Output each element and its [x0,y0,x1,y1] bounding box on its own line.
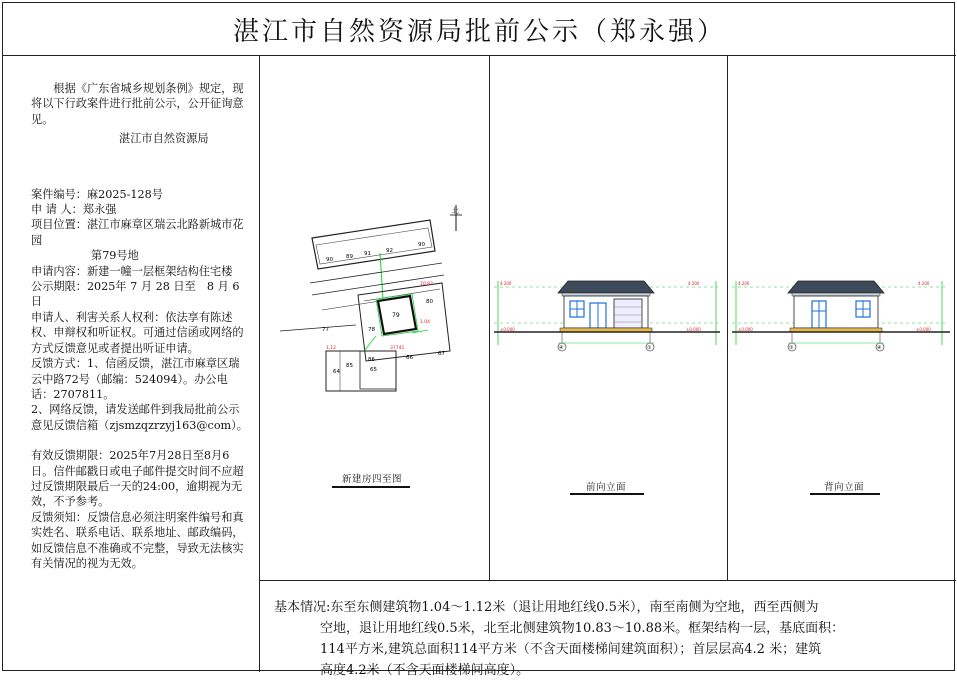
front-elevation-caption: 前向立面 [586,482,627,493]
notice-period: 公示期限：2025年 7 月 28 日至 8 月 6 日 [31,280,240,309]
svg-text:37741: 37741 [390,346,405,351]
back-elevation-caption: 背向立面 [824,482,865,493]
issuer-text: 湛江市自然资源局 [119,132,209,146]
svg-text:79: 79 [392,312,400,319]
svg-text:4.200: 4.200 [738,281,750,286]
back-elevation-panel [728,55,956,580]
front-elevation-drawing [490,55,726,580]
svg-text:67: 67 [438,351,445,357]
back-elevation-drawing [728,55,954,580]
svg-text:1.12: 1.12 [326,346,337,351]
svg-text:78: 78 [368,327,375,333]
svg-text:66: 66 [406,355,413,361]
basic-info-line-1: 东至东侧建筑物1.04～1.12米（退让用地红线0.5米），南至南侧为空地，西至西侧为 [330,600,819,615]
svg-text:85: 85 [346,363,353,369]
basic-info-section [260,580,956,678]
svg-text:4.200: 4.200 [688,281,700,286]
site-plan-panel [260,55,490,580]
case-number: 案件编号：麻2025-128号 [31,187,163,201]
svg-text:92: 92 [386,248,393,254]
svg-text:4.200: 4.200 [918,281,930,286]
page-title: 湛江市自然资源局批前公示（郑永强） [3,3,956,56]
svg-text:±0.000: ±0.000 [738,327,753,332]
valid-feedback-period: 有效反馈期限：2025年7月28日至8月6日。信件邮戳日或电子邮件提交时间不应超过反馈期限最后一天的24:00，逾期视为无效，不予参考。 [31,449,244,509]
svg-text:④: ④ [877,345,882,351]
svg-text:①: ① [647,345,652,351]
caption-underline [570,493,644,495]
svg-text:89: 89 [346,254,353,260]
svg-text:64: 64 [333,369,340,375]
application-content: 申请内容：新建一幢一层框架结构住宅楼 [31,264,233,278]
basic-info-line-4: 高度4.2米（不含天面楼梯间高度）。 [320,663,530,678]
site-plan-caption: 新建房四至图 [342,474,403,485]
svg-text:±0.000: ±0.000 [916,327,931,332]
caption-underline [332,486,410,488]
svg-text:±0.000: ±0.000 [500,327,515,332]
rights-text: 申请人、利害关系人权利：依法享有陈述权、申辩权和听证权。可通过信函或网络的方式反馈意见或者提出听证申请。 [31,310,244,355]
svg-text:①: ① [789,345,794,351]
project-location-cont: 第79号地 [91,249,139,263]
svg-text:91: 91 [364,251,371,257]
site-plan-drawing [260,55,488,580]
north-label: 北 [452,207,459,215]
notice-text-panel [3,55,260,672]
svg-text:④: ④ [559,345,564,351]
basic-info-line-3: 114平方米,建筑总面积114平方米（不含天面楼梯间建筑面积）；首层层高4.2 米；建筑 [320,642,822,657]
svg-text:65: 65 [370,367,377,373]
svg-text:77: 77 [322,327,329,333]
basic-info-label: 基本情况: [274,600,331,615]
svg-text:10.83: 10.83 [420,282,433,287]
svg-text:4.200: 4.200 [500,281,512,286]
caption-underline [810,493,880,495]
project-location: 项目位置：湛江市麻章区瑞云北路新城市花园 [31,218,244,247]
svg-text:80: 80 [426,299,433,305]
applicant: 申 请 人：郑永强 [31,203,117,217]
basic-info-line-2: 空地，退让用地红线0.5米，北至北侧建筑物10.83～10.88米。框架结构一层，基底面积： [320,621,845,636]
svg-text:1.04: 1.04 [420,320,431,325]
svg-text:86: 86 [368,357,375,363]
north-arrow-icon [450,205,462,231]
feedback-method-2: 2、网络反馈，请发送邮件到我局批前公示意见反馈信箱（zjsmzqzrzyj163@com）。 [31,403,248,432]
feedback-notes: 反馈须知：反馈信息必须注明案件编号和真实姓名、联系电话、联系地址、邮政编码，如反馈信息不准确或不完整，导致无法核实有关情况的视为无效。 [31,510,244,570]
svg-text:±0.000: ±0.000 [686,327,701,332]
svg-text:90: 90 [326,257,333,263]
feedback-method-1: 反馈方式：1、信函反馈，湛江市麻章区瑞云中路72号（邮编：524094）。办公电话：2707811。 [31,357,240,401]
front-elevation-panel [490,55,728,580]
notice-frame [2,2,955,678]
svg-text:90: 90 [418,242,425,248]
intro-text: 根据《广东省城乡规划条例》规定，现将以下行政案件进行批前公示，公开征询意见。 [31,82,244,126]
